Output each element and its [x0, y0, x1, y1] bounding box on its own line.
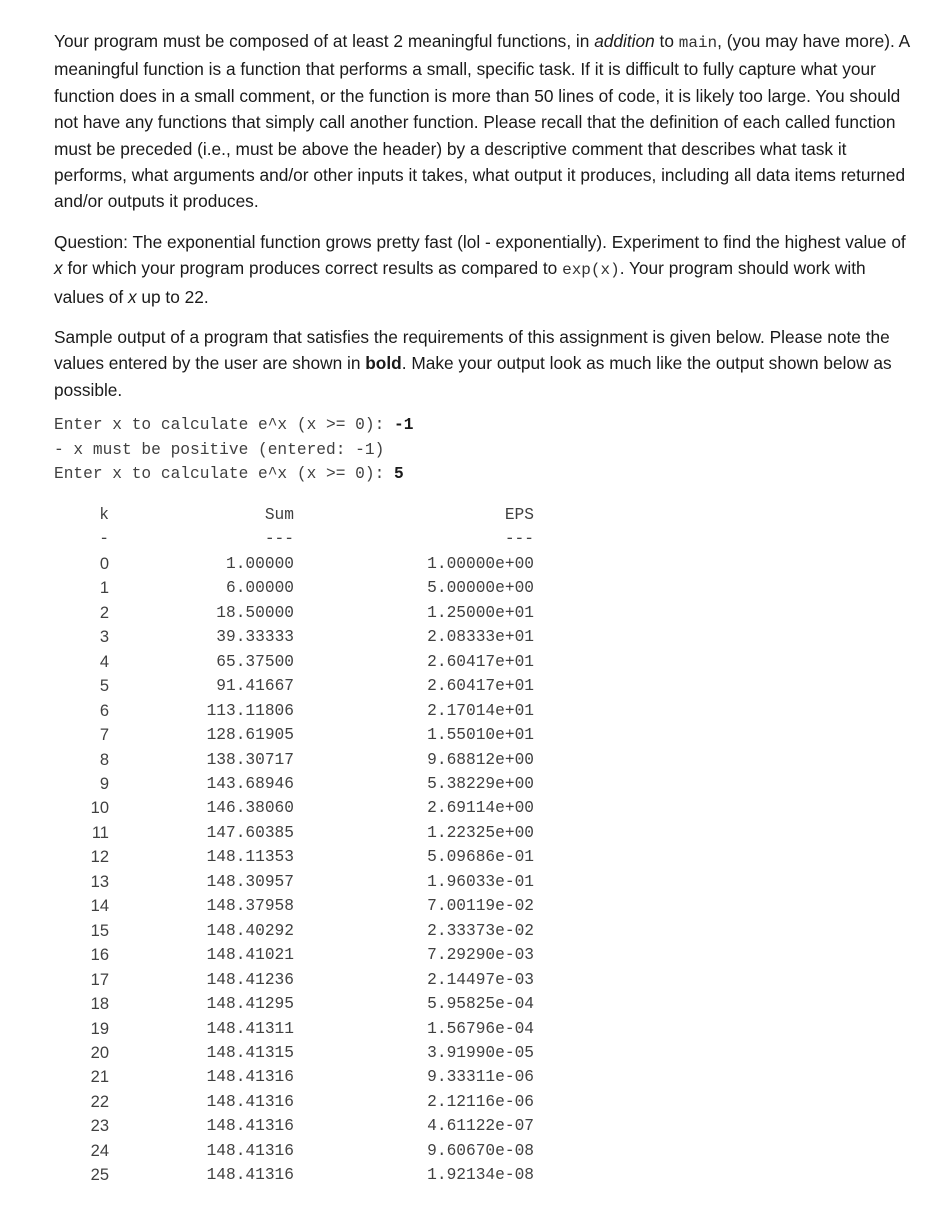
cell-sum: 148.11353 — [206, 848, 294, 867]
cell-k: 23 — [90, 1117, 109, 1136]
table-row — [54, 870, 534, 894]
cell-k: 0 — [99, 554, 109, 573]
cell-k: 1 — [99, 579, 109, 598]
cell-k: 7 — [99, 726, 109, 745]
cell-k: 16 — [90, 946, 109, 965]
emphasis-x: x — [127, 286, 137, 307]
cell-k: 14 — [90, 897, 109, 916]
text: . Your program should work with values of — [54, 258, 866, 307]
table-row — [54, 845, 534, 869]
table-row — [54, 1017, 534, 1041]
cell-sum: 138.30717 — [206, 750, 294, 769]
cell-k: 10 — [90, 799, 109, 818]
cell-k: 20 — [90, 1043, 109, 1062]
table-row — [54, 821, 534, 845]
text: Question: The exponential function grows pretty fast (lol - exponentially). Experiment to find the highest value of — [54, 231, 906, 252]
table-row — [54, 723, 534, 747]
cell-k: 3 — [99, 628, 109, 647]
table-row — [54, 1065, 534, 1089]
cell-sum: 148.41021 — [206, 946, 294, 965]
cell-sum: 148.30957 — [206, 872, 294, 891]
cell-eps: 2.08333e+01 — [427, 628, 534, 647]
cell-k: 9 — [99, 774, 109, 793]
cell-k: 15 — [90, 921, 109, 940]
table-row — [54, 1163, 534, 1187]
table-row — [54, 968, 534, 992]
emphasis-x: x — [54, 258, 63, 279]
table-row — [54, 748, 534, 772]
cell-sum: 148.41236 — [206, 970, 294, 989]
cell-eps: 2.17014e+01 — [427, 701, 534, 720]
prompt: Enter x to calculate e^x (x >= 0): — [54, 416, 394, 435]
cell-k: 2 — [99, 603, 109, 622]
cell-eps: 1.55010e+01 — [427, 726, 534, 745]
underline-sum: --- — [264, 530, 294, 549]
cell-eps: 4.61122e-07 — [427, 1117, 534, 1136]
text: , (you may have more). A meaningful function is a function that performs a small, specific task. If it is difficult to fully capture what your function does in a small comment, or the function is more than 50 lines of code, it is likely too large. You should not have any functions that simply call another function. Please recall that the definition of each called function must be preceded (i.e., must be above the header) by a descriptive comment that describes what task it performs, what arguments and/or other inputs it takes, what output it produces, including all data items returned and/or outputs it produces. — [54, 31, 910, 212]
cell-sum: 91.41667 — [216, 677, 294, 696]
table-row — [54, 674, 534, 698]
header-eps: EPS — [504, 506, 534, 524]
cell-k: 8 — [99, 750, 109, 769]
table-row — [54, 943, 534, 967]
table-row — [54, 894, 534, 918]
text: Sample output of a program that satisfies the requirements of this assignment is given below. Please note the values entered by the user are shown in — [54, 327, 890, 374]
cell-k: 11 — [91, 823, 109, 842]
text: . Make your output look as much like the output shown below as possible. — [54, 353, 892, 400]
text: Your program must be composed of at least 2 meaningful functions, in — [54, 31, 595, 51]
cell-k: 21 — [90, 1068, 109, 1087]
cell-k: 12 — [90, 848, 109, 867]
cell-eps: 9.60670e-08 — [427, 1141, 534, 1160]
cell-sum: 143.68946 — [206, 774, 294, 793]
table-header-row — [54, 503, 534, 527]
cell-sum: 18.50000 — [216, 603, 294, 622]
cell-sum: 148.41316 — [206, 1092, 294, 1111]
table-row — [54, 1139, 534, 1163]
error-message: - x must be positive (entered: -1) — [54, 440, 385, 459]
cell-sum: 147.60385 — [206, 823, 294, 842]
cell-sum: 6.00000 — [226, 579, 294, 598]
console-line — [54, 438, 914, 462]
cell-sum: 148.37958 — [206, 897, 294, 916]
table-row — [54, 625, 534, 649]
cell-sum: 148.41316 — [206, 1068, 294, 1087]
table-underline-row — [54, 527, 534, 551]
table-row — [54, 576, 534, 600]
cell-eps: 2.14497e-03 — [427, 970, 534, 989]
console-line — [54, 413, 914, 437]
output-table — [54, 503, 534, 1188]
text: up to 22. — [136, 286, 209, 307]
table-row — [54, 919, 534, 943]
cell-k: 22 — [90, 1092, 109, 1111]
cell-sum: 39.33333 — [216, 628, 294, 647]
cell-eps: 2.69114e+00 — [427, 799, 534, 818]
cell-eps: 2.60417e+01 — [427, 677, 534, 696]
cell-eps: 9.68812e+00 — [427, 750, 534, 769]
question-paragraph — [54, 229, 914, 310]
cell-eps: 1.56796e-04 — [427, 1019, 534, 1038]
table-row — [54, 699, 534, 723]
table-row — [54, 552, 534, 576]
bold-word: bold — [365, 353, 402, 374]
code-main: main — [678, 34, 718, 52]
table-row — [54, 601, 534, 625]
cell-sum: 148.41316 — [206, 1117, 294, 1136]
emphasis: addition — [594, 31, 655, 51]
cell-sum: 148.41316 — [206, 1141, 294, 1160]
console-output — [54, 413, 914, 486]
cell-eps: 2.33373e-02 — [427, 921, 534, 940]
cell-k: 25 — [90, 1166, 109, 1185]
table-row — [54, 1041, 534, 1065]
cell-k: 5 — [99, 677, 109, 696]
prompt: Enter x to calculate e^x (x >= 0): — [54, 465, 394, 484]
table-row — [54, 796, 534, 820]
cell-k: 18 — [90, 995, 109, 1014]
table-row — [54, 650, 534, 674]
cell-k: 19 — [90, 1019, 109, 1038]
table-row — [54, 1114, 534, 1138]
cell-eps: 1.22325e+00 — [427, 823, 534, 842]
underline-k: - — [99, 530, 109, 549]
cell-eps: 5.09686e-01 — [427, 848, 534, 867]
sample-output-paragraph — [54, 324, 914, 403]
code-exp: exp(x) — [562, 261, 620, 280]
user-input: 5 — [394, 465, 404, 484]
header-sum: Sum — [264, 506, 294, 524]
cell-sum: 148.41315 — [206, 1043, 294, 1062]
cell-eps: 1.96033e-01 — [427, 872, 534, 891]
cell-k: 6 — [99, 701, 109, 720]
cell-sum: 1.00000 — [226, 554, 294, 573]
user-input: -1 — [394, 416, 414, 435]
text: for which your program produces correct results as compared to — [62, 258, 563, 279]
cell-sum: 146.38060 — [206, 799, 294, 818]
cell-eps: 1.00000e+00 — [427, 554, 534, 573]
cell-sum: 128.61905 — [206, 726, 294, 745]
cell-eps: 1.25000e+01 — [427, 603, 534, 622]
cell-sum: 148.41295 — [206, 995, 294, 1014]
cell-sum: 113.11806 — [206, 701, 294, 720]
cell-k: 4 — [99, 652, 109, 671]
underline-eps: --- — [504, 530, 534, 549]
cell-eps: 2.12116e-06 — [427, 1092, 534, 1111]
cell-eps: 7.29290e-03 — [427, 946, 534, 965]
cell-eps: 5.00000e+00 — [427, 579, 534, 598]
table-row — [54, 772, 534, 796]
table-row — [54, 992, 534, 1016]
cell-k: 17 — [90, 970, 109, 989]
text: to — [654, 31, 679, 51]
cell-eps: 5.95825e-04 — [427, 995, 534, 1014]
cell-eps: 1.92134e-08 — [427, 1166, 534, 1185]
cell-sum: 65.37500 — [216, 652, 294, 671]
cell-k: 24 — [90, 1141, 109, 1160]
cell-sum: 148.41316 — [206, 1166, 294, 1185]
table-row — [54, 1090, 534, 1114]
cell-sum: 148.41311 — [206, 1019, 294, 1038]
cell-sum: 148.40292 — [206, 921, 294, 940]
cell-eps: 3.91990e-05 — [427, 1043, 534, 1062]
requirements-paragraph — [54, 28, 914, 215]
cell-eps: 2.60417e+01 — [427, 652, 534, 671]
cell-eps: 5.38229e+00 — [427, 774, 534, 793]
cell-k: 13 — [90, 872, 109, 891]
cell-eps: 7.00119e-02 — [427, 897, 534, 916]
cell-eps: 9.33311e-06 — [427, 1068, 534, 1087]
console-line — [54, 462, 914, 486]
header-k: k — [99, 506, 109, 524]
assignment-text — [54, 28, 914, 487]
